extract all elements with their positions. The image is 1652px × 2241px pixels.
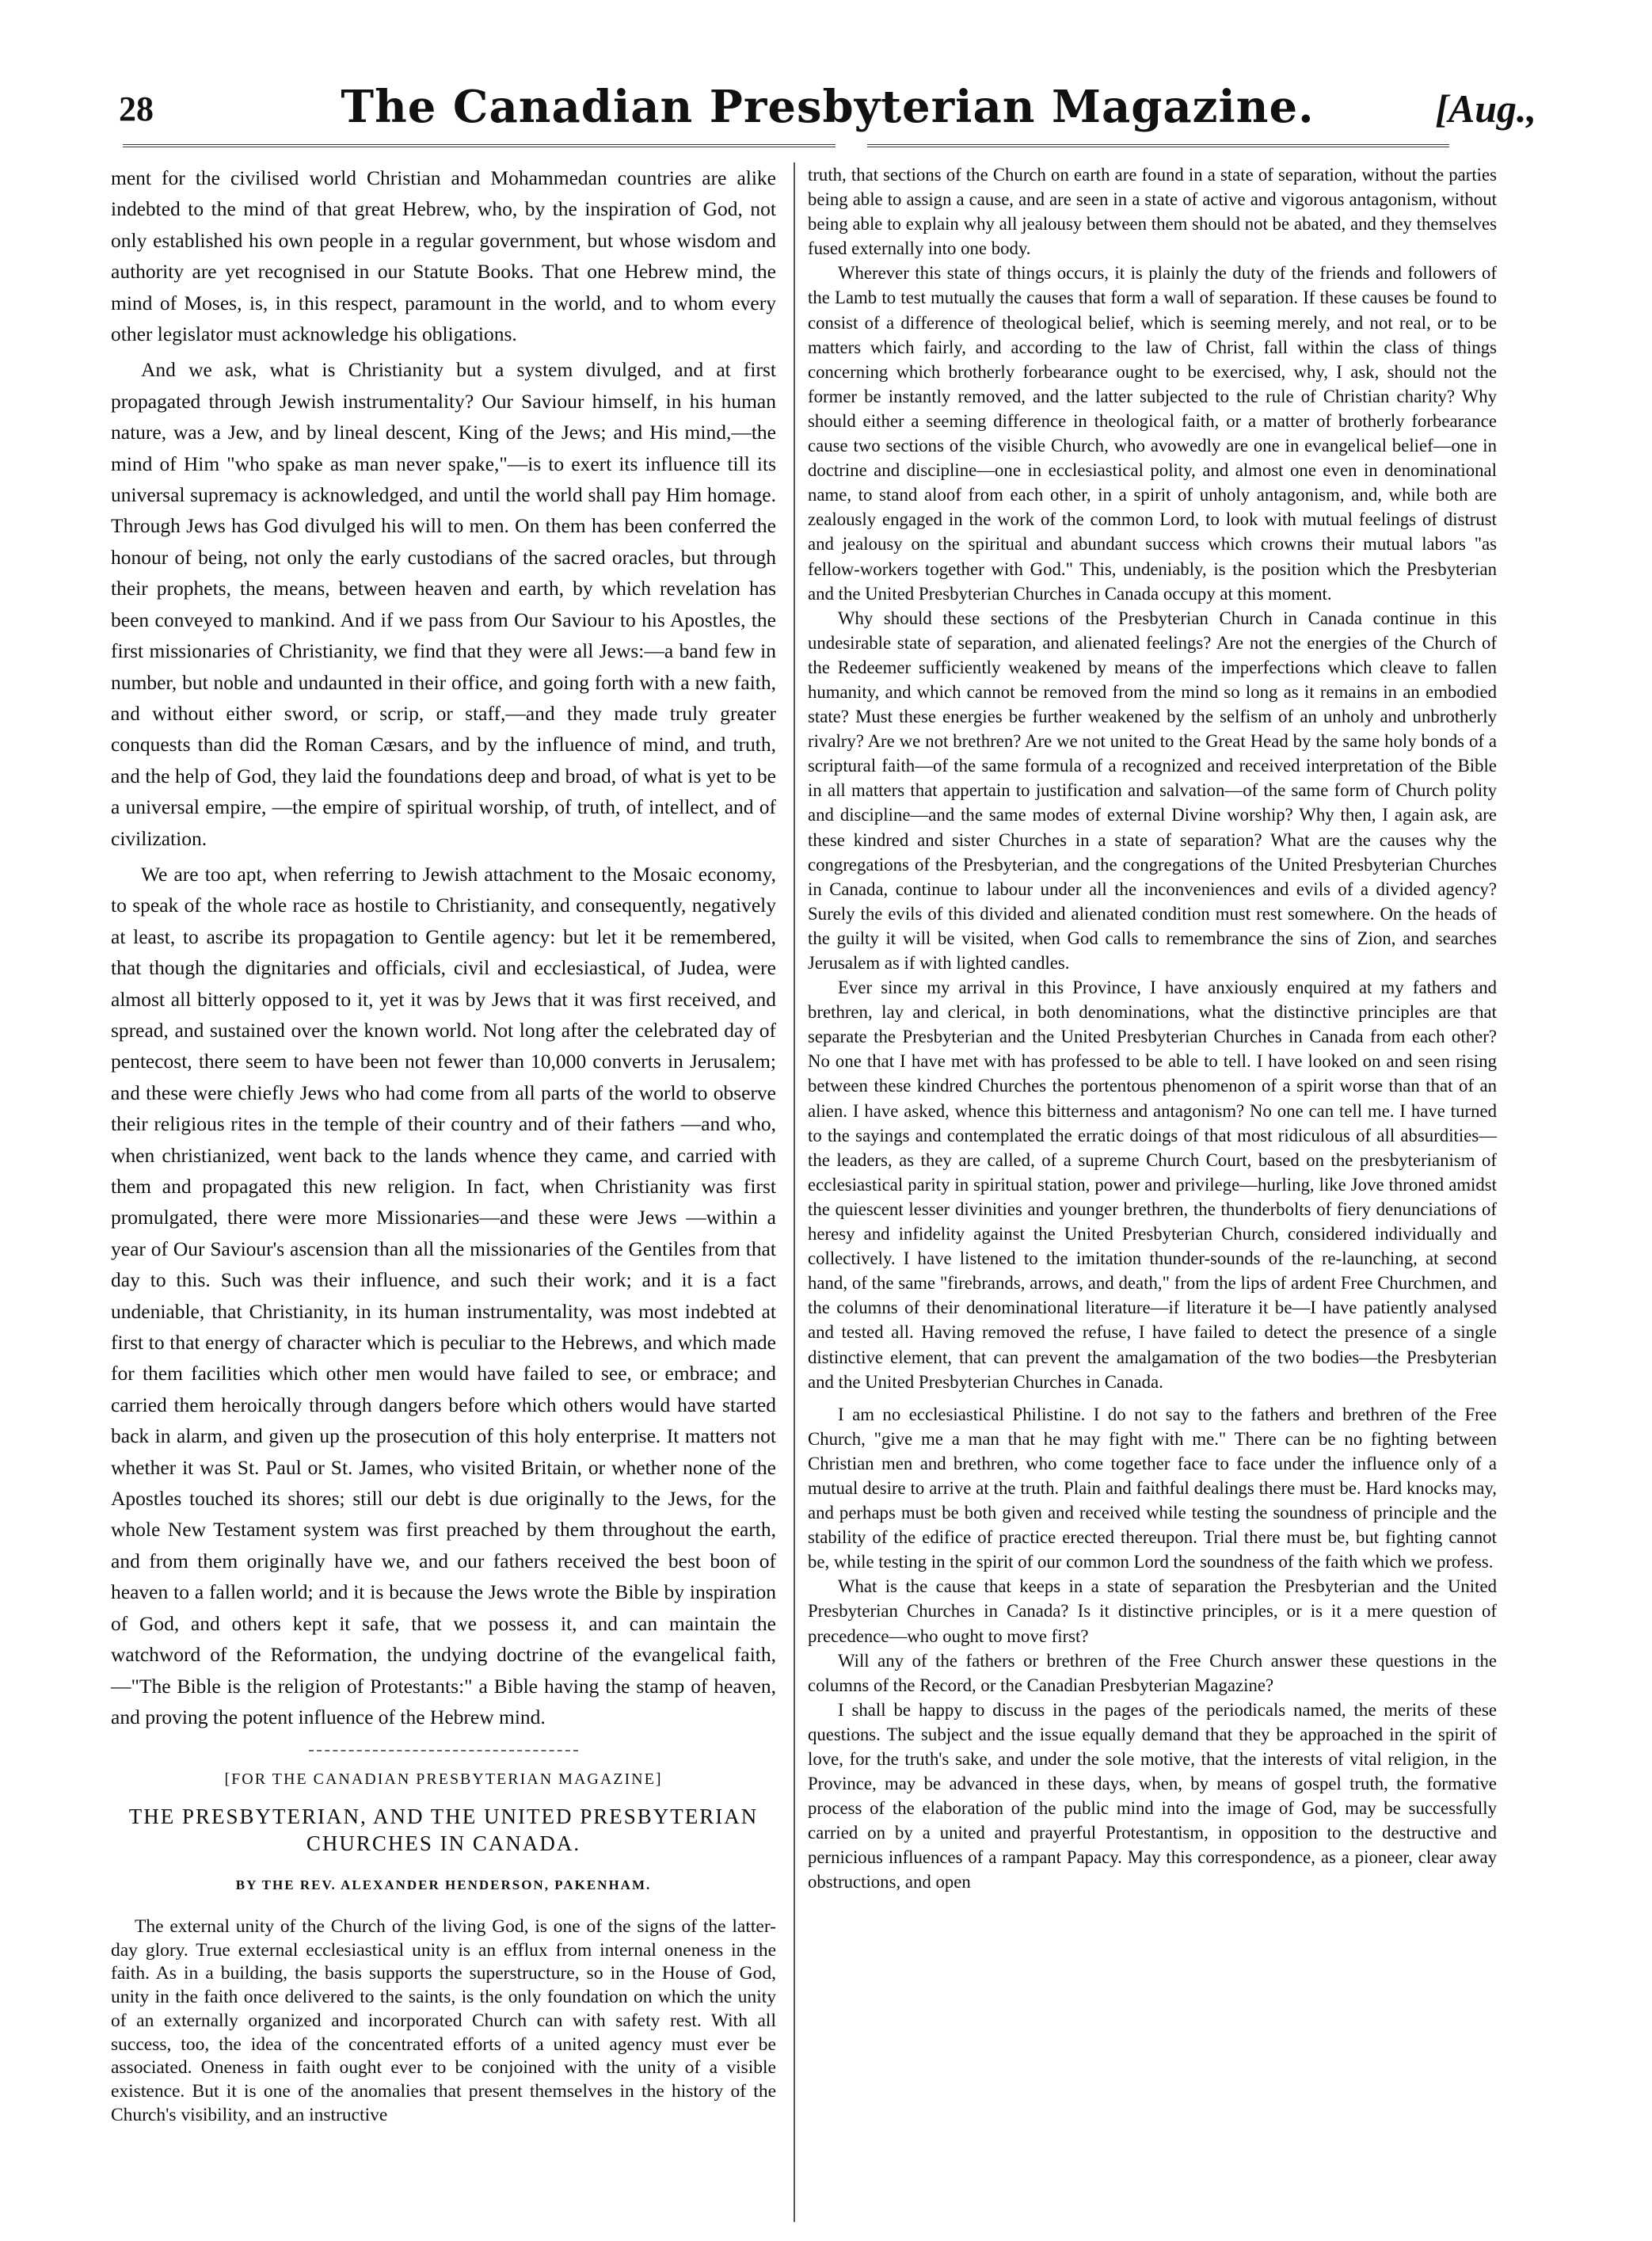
column-divider bbox=[794, 162, 795, 2222]
article-body bbox=[111, 1915, 776, 2127]
right-column bbox=[808, 162, 1497, 1895]
page-number: 28 bbox=[119, 90, 154, 128]
journal-title: The Canadian Presbyterian Magazine. bbox=[341, 81, 1315, 133]
article-source-line: [FOR THE CANADIAN PRESBYTERIAN MAGAZINE] bbox=[224, 1770, 663, 1788]
paragraph: I shall be happy to discuss in the pages of the periodicals named, the merits of these questions. The subject and the issue equally demand that they be approached in the spirit of love, for the truth's sake, and under the sole motive, that the interests of vital religion, in the Province, may be advanced in these days, when, by means of gospel truth, the formative process of the elaboration of the public mind into the image of God, may be successfully carried on by a united and prayerful Protestantism, in opposition to the destructive and pernicious influences of a rampant Papacy. May this correspondence, as a pioneer, clear away obstructions, and open bbox=[808, 1699, 1497, 1892]
header-rule-left bbox=[123, 144, 836, 147]
section-ornament-rule bbox=[309, 1750, 578, 1751]
article-heading-block bbox=[111, 1770, 776, 2127]
paragraph: Why should these sections of the Presbyterian Church in Canada continue in this undesirable state of separation, and alienated feelings? Are not the energies of the Church of the Redeemer sufficiently weakened by means of the imperfections which cleave to fallen humanity, and which cannot be removed from the mind so long as it remains in an embodied state? Must these energies be further weakened by the selfism of an unholy and unbrotherly rivalry? Are we not brethren? Are we not united to the Great Head by the same holy bonds of a scriptural faith—of the same formula of a recognized and received interpretation of the Bible in all matters that appertain to justification and salvation—of the same form of Church polity and discipline—and the same modes of external Divine worship? Why then, I again ask, are these kindred and sister Churches in a state of separation? What are the causes why the congregations of the Presbyterian, and the congregations of the United Presbyterian Churches in Canada, continue to labour under all the inconveniences and evils of a divided agency? Surely the evils of this divided and alienated condition must rest somewhere. On the heads of the guilty it will be visited, when God calls to remembrance the sins of Zion, and searches Jerusalem as if with lighted candles. bbox=[808, 608, 1497, 973]
article-title: THE PRESBYTERIAN, AND THE UNITED PRESBYTERIAN CHURCHES IN CANADA. bbox=[128, 1805, 759, 1855]
left-column bbox=[111, 162, 776, 1772]
paragraph: Will any of the fathers or brethren of the Free Church answer these questions in the columns of the Record, or the Canadian Presbyterian Magazine? bbox=[808, 1650, 1497, 1695]
paragraph: What is the cause that keeps in a state of separation the Presbyterian and the United Presbyterian Churches in Canada? Is it distinctive principles, or is it a mere question of precedence—who ought to move first? bbox=[808, 1576, 1497, 1646]
paragraph: Wherever this state of things occurs, it is plainly the duty of the friends and followers of the Lamb to test mutually the causes that form a wall of separation. If these causes be found to consist of a difference of theological belief, which is seeming merely, and not real, or to be matters which fairly, and according to the law of Christ, fall within the class of things concerning which brotherly forbearance ought to be exercised, why, I ask, should not the former be instantly removed, and the latter subjected to the rule of Christian charity? Why should either a seeming difference in theological faith, or a matter of brotherly forbearance cause two sections of the visible Church, who avowedly are one in evangelical belief—one in doctrine and discipline—one in ecclesiastical polity, and almost one even in denominational name, to stand aloof from each other, in a spirit of unholy antagonism, and, while both are zealously engaged in the work of the common Lord, to look with mutual feelings of distrust and jealousy on the spiritual and abundant success which crowns their mutual labors "as fellow-workers together with God." This, undeniably, is the position which the Presbyterian and the United Presbyterian Churches in Canada occupy at this moment. bbox=[808, 263, 1497, 604]
paragraph: And we ask, what is Christianity but a system divulged, and at first propagated through Jewish instrumentality? Our Saviour himself, in his human nature, was a Jew, and by lineal descent, King of the Jews; and His mind,—the mind of Him "who spake as man never spake,"—is to exert its influence till its universal supremacy is acknowledged, and until the world shall pay Him homage. Through Jews has God divulged his will to men. On them has been conferred the honour of being, not only the early custodians of the sacred oracles, but through their prophets, the means, between heaven and earth, by which revelation has been conveyed to mankind. And if we pass from Our Saviour to his Apostles, the first missionaries of Christianity, we find that they were all Jews:—a band few in number, but noble and undaunted in their office, and going forth with a new faith, and without either sword, or scrip, or staff,—and they made truly greater conquests than did the Roman Cæsars, and by the influence of mind, and truth, and the help of God, they laid the foundations deep and broad, of what is yet to be a universal empire, —the empire of spiritual worship, of truth, of intellect, and of civilization. bbox=[111, 358, 776, 850]
paragraph: truth, that sections of the Church on earth are found in a state of separation, without the parties being able to assign a cause, and are seen in a state of active and vigorous antagonism, without being able to explain why all jealousy between them should not be abated, and they themselves fused externally into one body. bbox=[808, 165, 1497, 259]
paragraph: Ever since my arrival in this Province, I have anxiously enquired at my fathers and brethren, lay and clerical, in both denominations, what the distinctive principles are that separate the Presbyterian and the United Presbyterian Churches in Canada from each other? No one that I have met with has professed to be able to tell. I have looked on and seen rising between these kindred Churches the portentous phenomenon of a spirit worse than that of an alien. I have asked, whence this bitterness and antagonism? No one can tell me. I have turned to the sayings and contemplated the erratic doings of that most ridiculous of all absurdities—the leaders, as they are called, of a supreme Church Court, based on the presbyterianism of ecclesiastical parity in spiritual station, power and privilege—hurling, like Jove throned amidst the quiescent lesser divinities and younger brethren, the thunderbolts of fiery denunciations of heresy and infidelity against the United Presbyterian Church, considered individually and collectively. I have listened to the imitation thunder-sounds of the re-launching, at second hand, of the same "firebrands, arrows, and death," from the lips of ardent Free Churchmen, and the columns of their denominational literature—if literature it be—I have patiently analysed and tested all. Having removed the refuse, I have failed to detect the presence of a single distinctive element, that can prevent the amalgamation of the two bodies—the Presbyterian and the United Presbyterian Churches in Canada. bbox=[808, 978, 1497, 1392]
issue-date: [Aug., bbox=[1435, 86, 1536, 131]
paragraph: I am no ecclesiastical Philistine. I do not say to the fathers and brethren of the Free Church, "give me a man that he may fight with me." There can be no fighting between Christian men and brethren, who come together face to face under the influence only of a mutual desire to arrive at the truth. Plain and faithful dealings there must be. Hard knocks may, and perhaps must be both given and received while testing the soundness of principle and the stability of the edifice of practice erected thereupon. Trial there must be, but fighting cannot be, while testing in the spirit of our common Lord the soundness of the faith which we profess. bbox=[808, 1404, 1497, 1572]
paragraph: The external unity of the Church of the living God, is one of the signs of the latter-day glory. True external ecclesiastical unity is an efflux from internal oneness in the faith. As in a building, the basis supports the superstructure, so in the House of God, unity in the faith once delivered to the saints, is the only foundation on which the unity of an externally organized and incorporated Church can with safety rest. With all success, too, the idea of the concentrated efforts of a united agency must ever be associated. Oneness in faith ought ever to be conjoined with the unity of a visible existence. But it is one of the anomalies that present themselves in the history of the Church's visibility, and an instructive bbox=[111, 1916, 776, 2125]
running-head bbox=[119, 81, 1536, 144]
header-rule-right bbox=[867, 144, 1449, 147]
paragraph: ment for the civilised world Christian and Mohammedan countries are alike indebted to the mind of that great Hebrew, who, by the inspiration of God, not only established his own people in a regular government, but whose wisdom and authority are yet recognised in our Statute Books. That one Hebrew mind, the mind of Moses, is, in this respect, paramount in the world, and to whom every other legislator must acknowledge his obligations. bbox=[111, 166, 776, 346]
paragraph: We are too apt, when referring to Jewish attachment to the Mosaic economy, to speak of the whole race as hostile to Christianity, and consequently, negatively at least, to ascribe its propagation to Gentile agency: but let it be remembered, that though the dignitaries and officials, civil and ecclesiastical, of Judea, were almost all bitterly opposed to it, yet it was by Jews that it was first received, and spread, and sustained over the known world. Not long after the celebrated day of pentecost, there seem to have been not fewer than 10,000 converts in Jerusalem; and these were chiefly Jews who had come from all parts of the world to observe their religious rites in the temple of their country and of their fathers —and who, when christianized, went back to the lands whence they came, and carried with them and propagated this new religion. In fact, when Christianity was first promulgated, there were more Missionaries—and these were Jews —within a year of Our Saviour's ascension than all the missionaries of the Gentiles from that day to this. Such was their influence, and such their work; and it is a fact undeniable, that Christianity, in its human instrumentality, was most indebted at first to that energy of character which is peculiar to the Hebrews, and which made for them facilities which other men would have failed to see, or embrace; and carried them heroically through dangers before which others would have started back in alarm, and given up the prosecution of this holy enterprise. It matters not whether it was St. Paul or St. James, who visited Britain, or whether none of the Apostles touched its shores; still our debt is due originally to the Jews, for the whole New Testament system was first preached by them throughout the earth, and from them originally have we, and our fathers received the best boon of heaven to a fallen world; and it is because the Jews wrote the Bible by inspiration of God, and others kept it safe, that we possess it, and can maintain the watchword of the Reformation, the undying doctrine of the evangelical faith,—"The Bible is the religion of Protestants:" a Bible having the stamp of heaven, and proving the potent influence of the Hebrew mind. bbox=[111, 862, 776, 1728]
article-byline: BY THE REV. ALEXANDER HENDERSON, PAKENHAM. bbox=[235, 1877, 652, 1892]
